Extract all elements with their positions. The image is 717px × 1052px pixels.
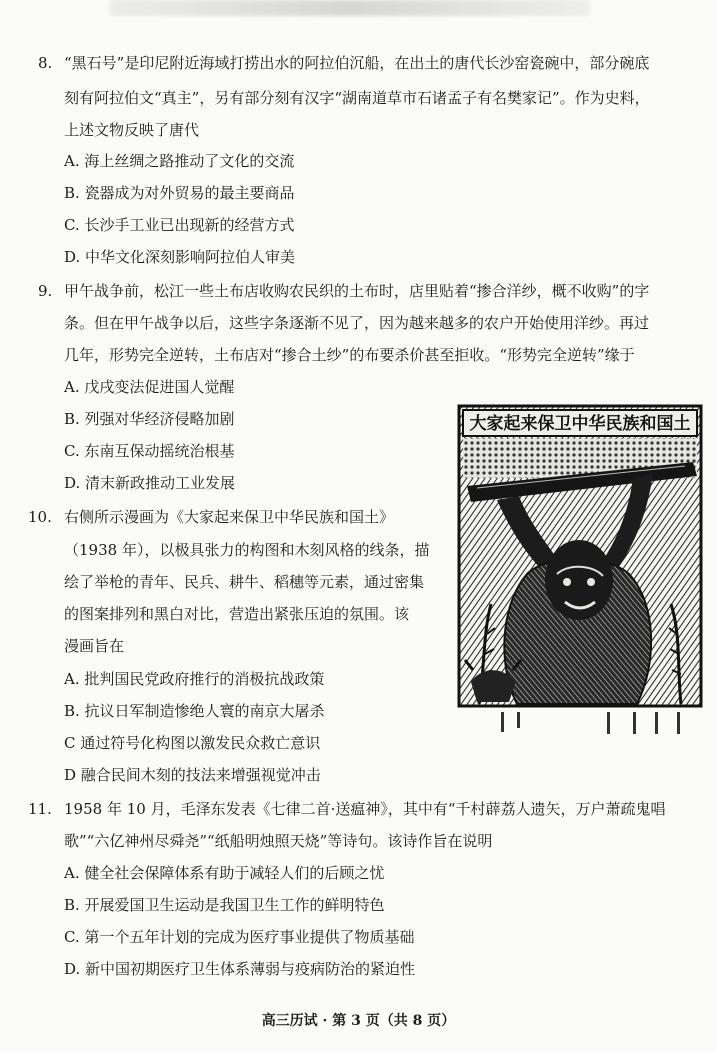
question-number: 11. bbox=[28, 800, 52, 818]
scan-header-smudge bbox=[110, 0, 590, 16]
question-text-line: 条。但在甲午战争以后，这些字条逐渐不见了，因为越来越多的农户开始使用洋纱。再过 bbox=[64, 314, 650, 332]
question-text-line: 刻有阿拉伯文“真主”，另有部分刻有汉字“湖南道草市石诸孟子有名樊家记”。作为史料， bbox=[64, 89, 650, 107]
option-c: C 通过符号化构图以激发民众救亡意识 bbox=[64, 734, 321, 752]
question-number: 8. bbox=[38, 54, 53, 72]
question-text-line: 右侧所示漫画为《大家起来保卫中华民族和国土》 bbox=[64, 508, 395, 526]
question-text-line: “黑石号”是印尼附近海域打捞出水的阿拉伯沉船，在出土的唐代长沙窑瓷碗中，部分碗底 bbox=[64, 54, 650, 72]
question-text-line: 歌”“六亿神州尽舜尧”“纸船明烛照天烧”等诗句。该诗作旨在说明 bbox=[64, 832, 493, 850]
option-b: B. 瓷器成为对外贸易的最主要商品 bbox=[64, 184, 295, 202]
option-d: D 融合民间木刻的技法来增强视觉冲击 bbox=[64, 766, 321, 784]
question-text-line: 绘了举枪的青年、民兵、耕牛、稻穗等元素，通过密集 bbox=[64, 573, 425, 591]
woodcut-illustration bbox=[457, 404, 703, 737]
option-b: B. 开展爱国卫生运动是我国卫生工作的鲜明特色 bbox=[64, 896, 385, 914]
option-d: D. 清末新政推动工业发展 bbox=[64, 474, 236, 492]
option-c: C. 第一个五年计划的完成为医疗事业提供了物质基础 bbox=[64, 928, 415, 946]
question-text-line: 甲午战争前，松江一些土布店收购农民织的土布时，店里贴着“掺合洋纱，概不收购”的字 bbox=[64, 282, 650, 300]
question-text-line: 1958 年 10 月，毛泽东发表《七律二首·送瘟神》，其中有“千村薜荔人遗矢，万户萧疏鬼唱 bbox=[64, 800, 666, 818]
woodcut-banner-text: 大家起来保卫中华民族和国土 bbox=[469, 414, 691, 434]
question-text-line: 的图案排列和黑白对比，营造出紧张压迫的氛围。该 bbox=[64, 605, 410, 623]
question-text-line: （1938 年），以极具张力的构图和木刻风格的线条，描 bbox=[64, 541, 430, 559]
option-a: A. 批判国民党政府推行的消极抗战政策 bbox=[64, 670, 325, 688]
question-text-line: 上述文物反映了唐代 bbox=[64, 121, 200, 139]
question-text-line: 几年，形势完全逆转，土布店对“掺合土纱”的布要杀价甚至拒收。“形势完全逆转”缘于 bbox=[64, 346, 635, 364]
option-d: D. 中华文化深刻影响阿拉伯人审美 bbox=[64, 248, 296, 266]
option-d: D. 新中国初期医疗卫生体系薄弱与疫病防治的紧迫性 bbox=[64, 960, 416, 978]
option-a: A. 海上丝绸之路推动了文化的交流 bbox=[64, 152, 295, 170]
question-number: 10. bbox=[28, 508, 52, 526]
option-b: B. 抗议日军制造惨绝人寰的南京大屠杀 bbox=[64, 702, 325, 720]
page-footer: 高三历试 · 第 3 页（共 8 页） bbox=[261, 1013, 456, 1029]
question-number: 9. bbox=[38, 282, 53, 300]
option-a: A. 健全社会保障体系有助于减轻人们的后顾之忧 bbox=[64, 864, 385, 882]
question-text-line: 漫画旨在 bbox=[64, 637, 125, 655]
option-c: C. 长沙手工业已出现新的经营方式 bbox=[64, 216, 295, 234]
option-a: A. 戊戌变法促进国人觉醒 bbox=[64, 378, 235, 396]
option-c: C. 东南互保动摇统治根基 bbox=[64, 442, 235, 460]
option-b: B. 列强对华经济侵略加剧 bbox=[64, 410, 235, 428]
